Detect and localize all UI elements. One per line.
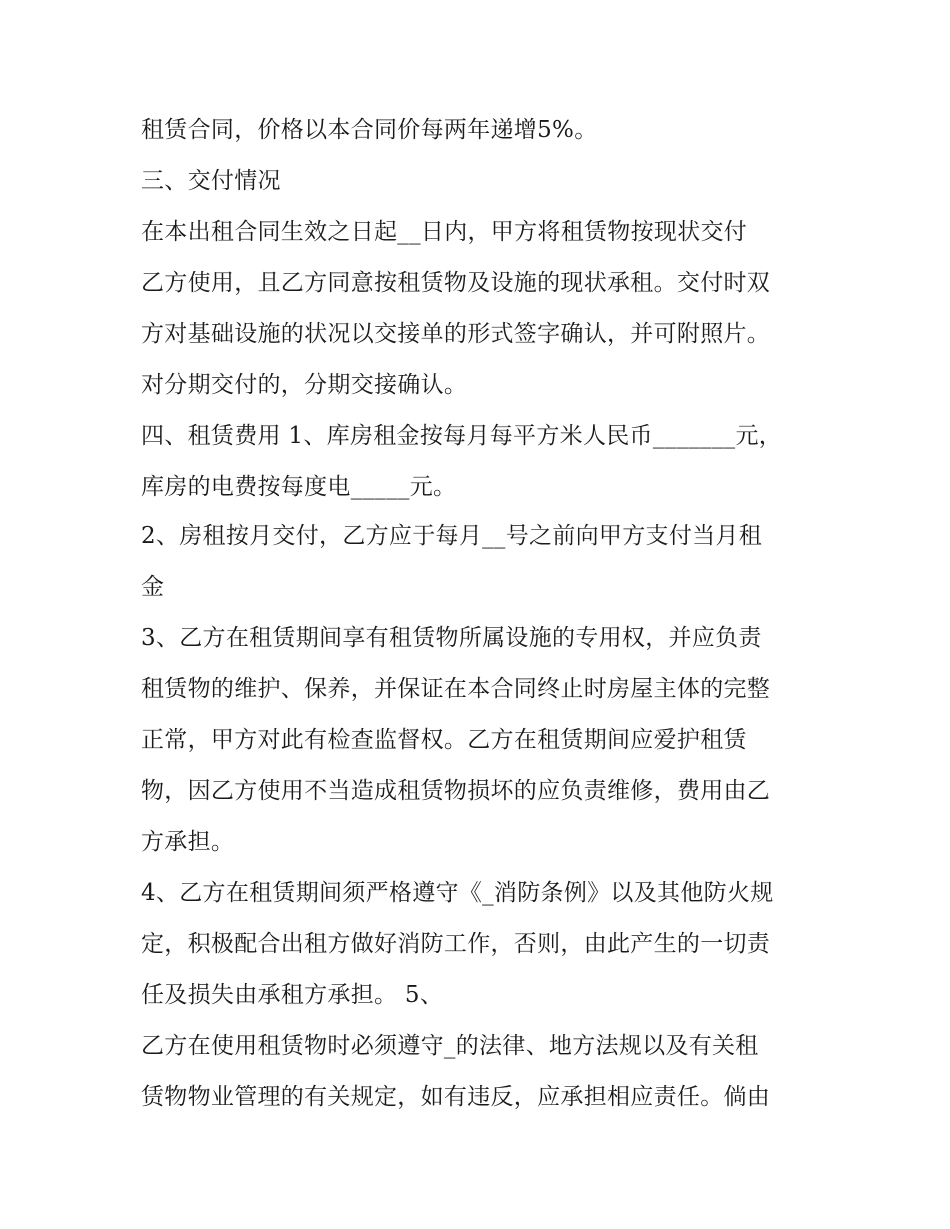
text-line: 在本出租合同生效之日起__日内，甲方将租赁物按现状交付 <box>141 219 748 245</box>
text-line: 定，积极配合出租方做好消防工作，否则，由此产生的一切责 <box>141 931 771 957</box>
text-line: 乙方使用，且乙方同意按租赁物及设施的现状承租。交付时双 <box>141 270 771 296</box>
text-line: 4、乙方在租赁期间须严格遵守《_消防条例》以及其他防火规 <box>141 880 774 906</box>
text-line: 正常，甲方对此有检查监督权。乙方在租赁期间应爱护租赁 <box>141 727 747 753</box>
text-line: 金 <box>141 574 165 600</box>
text-line: 方承担。 <box>141 829 235 855</box>
text-line: 2、房租按月交付，乙方应于每月__号之前向甲方支付当月租 <box>141 523 763 549</box>
text-line: 任及损失由承租方承担。 5、 <box>141 982 444 1008</box>
text-line: 乙方在使用租赁物时必须遵守_的法律、地方法规以及有关租 <box>141 1033 759 1059</box>
text-line: 租赁物的维护、保养，并保证在本合同终止时房屋主体的完整 <box>141 676 771 702</box>
text-line: 赁物物业管理的有关规定，如有违反，应承担相应责任。倘由 <box>141 1084 771 1110</box>
text-line: 方对基础设施的状况以交接单的形式签字确认，并可附照片。 <box>141 321 771 347</box>
text-line: 库房的电费按每度电_____元。 <box>141 474 457 500</box>
text-line: 租赁合同，价格以本合同价每两年递增5%。 <box>141 117 598 143</box>
text-line: 物，因乙方使用不当造成租赁物损坏的应负责维修，费用由乙 <box>141 778 771 804</box>
text-line: 对分期交付的，分期交接确认。 <box>141 372 468 398</box>
text-line: 3、乙方在租赁期间享有租赁物所属设施的专用权，并应负责 <box>141 625 762 651</box>
section-heading: 三、交付情况 <box>141 168 281 194</box>
section-heading: 四、租赁费用 1、库房租金按每月每平方米人民币_______元， <box>141 423 783 449</box>
